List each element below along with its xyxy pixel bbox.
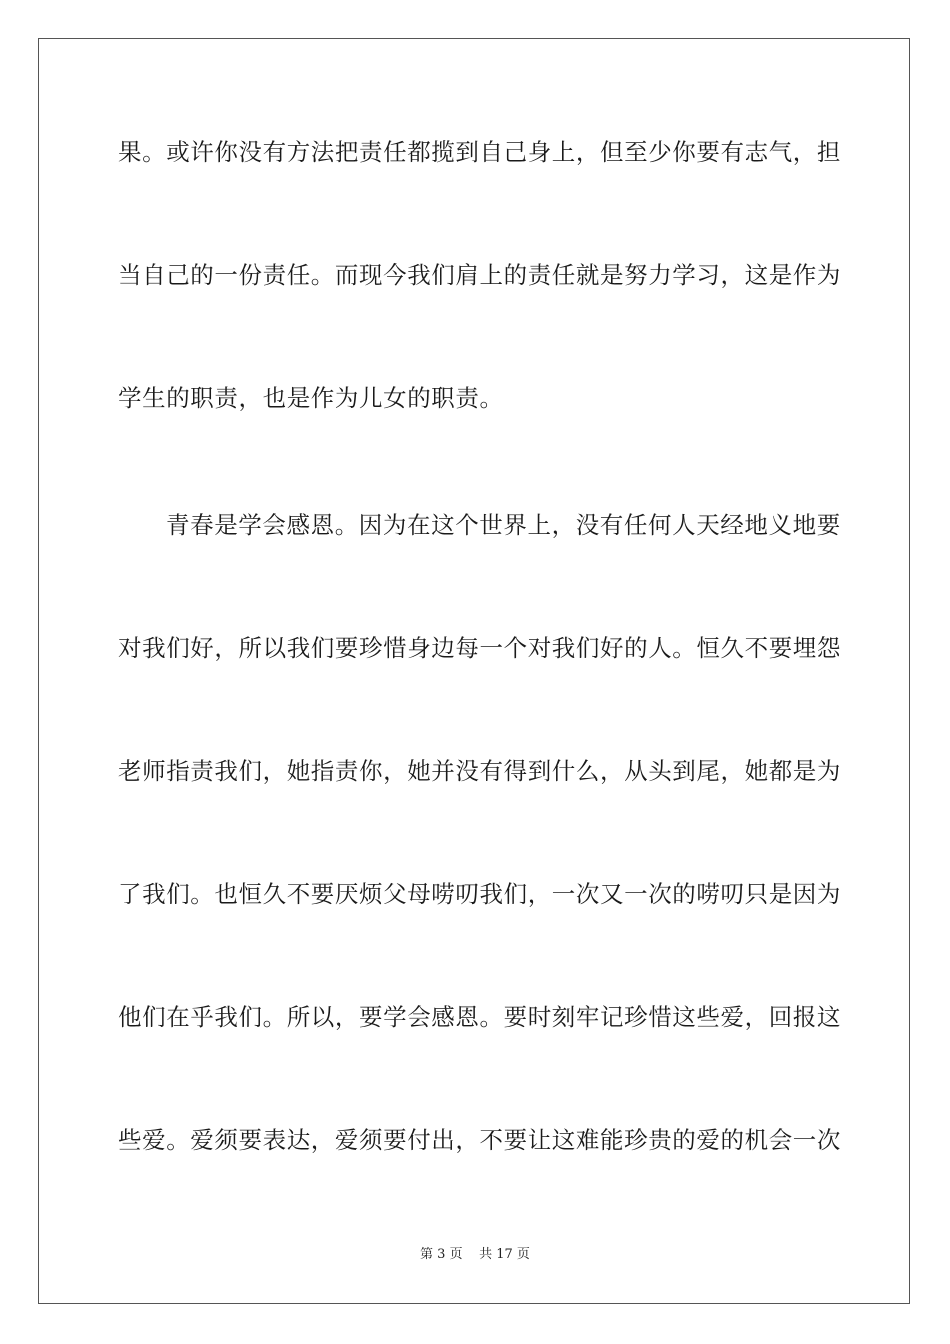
body-line-6: 老师指责我们，她指责你，她并没有得到什么，从头到尾，她都是为 bbox=[118, 757, 841, 785]
body-line-1: 果。或许你没有方法把责任都揽到自己身上，但至少你要有志气，担 bbox=[118, 138, 841, 166]
page-border bbox=[38, 38, 910, 1304]
body-line-5: 对我们好，所以我们要珍惜身边每一个对我们好的人。恒久不要埋怨 bbox=[118, 634, 841, 662]
page-number: 第 3 页 bbox=[420, 1247, 463, 1262]
body-line-3: 学生的职责，也是作为儿女的职责。 bbox=[118, 384, 504, 412]
page-footer bbox=[0, 1246, 950, 1264]
body-line-9: 些爱。爱须要表达，爱须要付出，不要让这难能珍贵的爱的机会一次 bbox=[118, 1126, 841, 1154]
body-line-4: 青春是学会感恩。因为在这个世界上，没有任何人天经地义地要 bbox=[166, 511, 841, 539]
body-line-8: 他们在乎我们。所以，要学会感恩。要时刻牢记珍惜这些爱，回报这 bbox=[118, 1003, 841, 1031]
body-line-2: 当自己的一份责任。而现今我们肩上的责任就是努力学习，这是作为 bbox=[118, 261, 841, 289]
page-total: 共 17 页 bbox=[479, 1247, 530, 1262]
body-line-7: 了我们。也恒久不要厌烦父母唠叨我们，一次又一次的唠叨只是因为 bbox=[118, 880, 841, 908]
